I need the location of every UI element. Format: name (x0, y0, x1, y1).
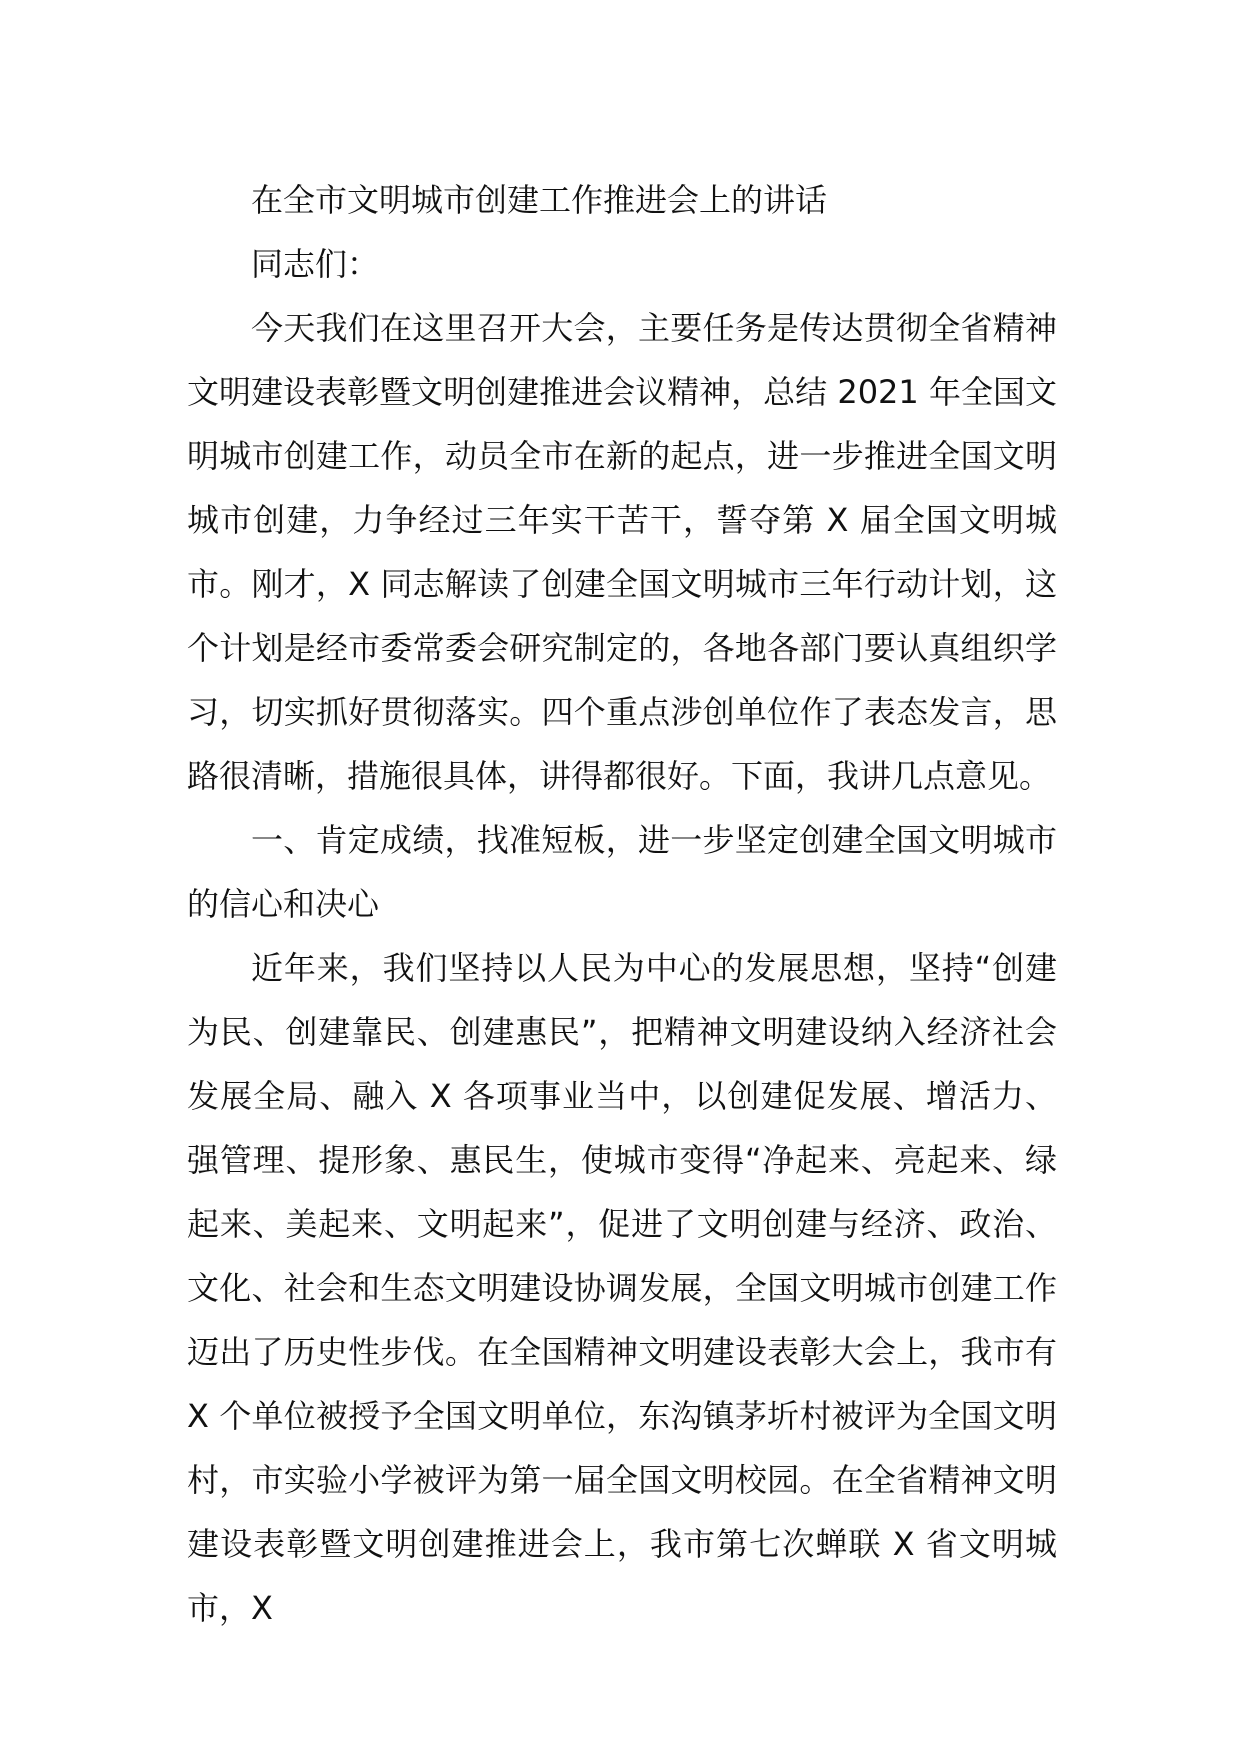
salutation: 同志们： (251, 245, 380, 283)
paragraph-intro: 今天我们在这里召开大会，主要任务是传达贯彻全省精神文明建设表彰暨文明创建推进会议精神，总结 2021 年全国文明城市创建工作，动员全市在新的起点，进一步推进全国文明城市创建，力争经过三年实干苦干，誓夺第 X 届全国文明城市。刚才，X 同志解读了创建全国文明城市三年行动计划，这个计划是经市委常委会研究制定的，各地各部门要认真组织学习，切实抓好贯彻落实。四个重点涉创单位作了表态发言，思路很清晰，措施很具体，讲得都很好。下面，我讲几点意见。 (187, 309, 1057, 795)
document-body (187, 168, 1057, 1640)
document-title: 在全市文明城市创建工作推进会上的讲话 (251, 181, 828, 219)
section-heading-1: 一、肯定成绩，找准短板，进一步坚定创建全国文明城市的信心和决心 (187, 821, 1057, 923)
paragraph-achievements: 近年来，我们坚持以人民为中心的发展思想，坚持“创建为民、创建靠民、创建惠民”，把精神文明建设纳入经济社会发展全局、融入 X 各项事业当中，以创建促发展、增活力、强管理、提形象、惠民生，使城市变得“净起来、亮起来、绿起来、美起来、文明起来”，促进了文明创建与经济、政治、文化、社会和生态文明建设协调发展，全国文明城市创建工作迈出了历史性步伐。在全国精神文明建设表彰大会上，我市有 X 个单位被授予全国文明单位，东沟镇茅圻村被评为全国文明村，市实验小学被评为第一届全国文明校园。在全省精神文明建设表彰暨文明创建推进会上，我市第七次蝉联 X 省文明城市，X (187, 949, 1057, 1627)
